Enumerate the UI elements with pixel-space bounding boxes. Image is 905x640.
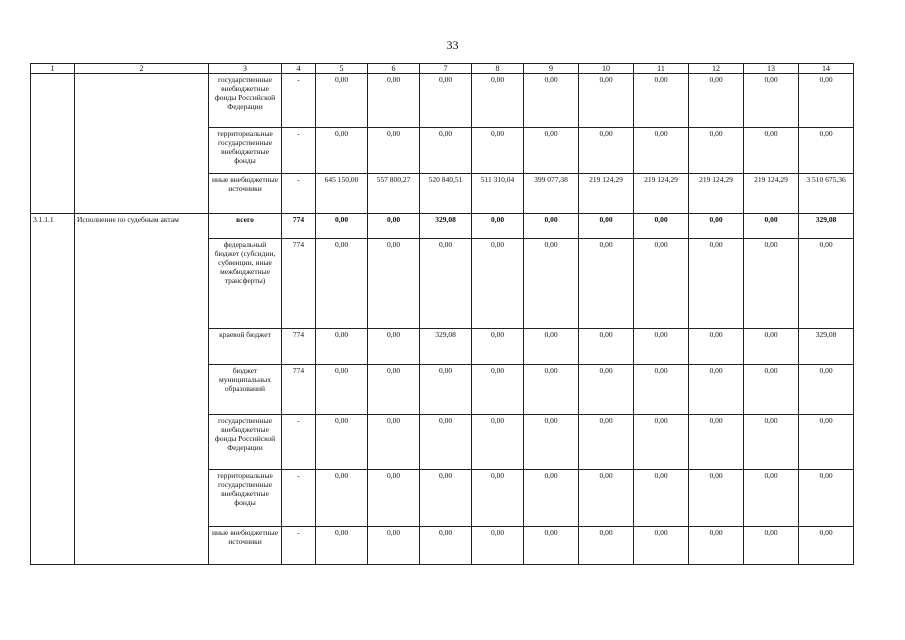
value-cell: 0,00	[634, 128, 689, 174]
value-cell: 0,00	[689, 214, 744, 239]
value-cell: 3 510 675,36	[799, 174, 854, 214]
value-cell: 0,00	[634, 470, 689, 527]
table-row	[31, 74, 854, 128]
funding-source: федеральный бюджет (субсидии, субвенции, иные межбюджетные трансферты)	[209, 239, 282, 329]
value-cell: 0,00	[472, 214, 524, 239]
value-cell: 0,00	[689, 239, 744, 329]
value-cell: 511 310,04	[472, 174, 524, 214]
value-cell: 0,00	[689, 365, 744, 415]
funding-source: бюджет муниципальных образований	[209, 365, 282, 415]
value-cell: 0,00	[634, 239, 689, 329]
value-cell: 0,00	[524, 128, 579, 174]
funding-source: территориальные государственные внебюджетные фонды	[209, 128, 282, 174]
value-cell: 329,08	[420, 214, 472, 239]
value-cell: 0,00	[579, 239, 634, 329]
value-cell: 0,00	[420, 470, 472, 527]
code-cell: 774	[282, 239, 316, 329]
header-cell: 4	[282, 64, 316, 74]
value-cell: 0,00	[472, 415, 524, 470]
value-cell: 399 077,38	[524, 174, 579, 214]
code-cell: -	[282, 128, 316, 174]
value-cell: 0,00	[368, 470, 420, 527]
value-cell: 0,00	[799, 365, 854, 415]
value-cell: 0,00	[744, 128, 799, 174]
value-cell: 0,00	[744, 214, 799, 239]
value-cell: 0,00	[579, 128, 634, 174]
value-cell: 0,00	[689, 527, 744, 565]
value-cell: 0,00	[744, 74, 799, 128]
value-cell: 0,00	[799, 470, 854, 527]
value-cell: 219 124,29	[579, 174, 634, 214]
value-cell: 0,00	[634, 415, 689, 470]
value-cell: 0,00	[524, 527, 579, 565]
item-name: Исполнение по судебным актам	[75, 214, 209, 565]
value-cell: 0,00	[744, 470, 799, 527]
value-cell: 0,00	[316, 239, 368, 329]
value-cell: 0,00	[634, 74, 689, 128]
value-cell: 0,00	[316, 470, 368, 527]
value-cell: 329,08	[799, 214, 854, 239]
code-cell: -	[282, 174, 316, 214]
value-cell: 0,00	[579, 527, 634, 565]
value-cell: 0,00	[316, 415, 368, 470]
value-cell: 0,00	[524, 415, 579, 470]
value-cell: 0,00	[579, 470, 634, 527]
value-cell: 0,00	[744, 239, 799, 329]
value-cell: 0,00	[368, 415, 420, 470]
header-cell: 3	[209, 64, 282, 74]
value-cell: 219 124,29	[744, 174, 799, 214]
value-cell: 219 124,29	[689, 174, 744, 214]
value-cell: 0,00	[472, 128, 524, 174]
value-cell: 0,00	[579, 365, 634, 415]
funding-source: всего	[209, 214, 282, 239]
value-cell: 0,00	[799, 128, 854, 174]
value-cell: 329,08	[799, 329, 854, 365]
value-cell: 0,00	[799, 239, 854, 329]
value-cell: 0,00	[472, 365, 524, 415]
value-cell: 0,00	[368, 527, 420, 565]
value-cell: 557 800,27	[368, 174, 420, 214]
value-cell: 0,00	[524, 329, 579, 365]
header-cell: 1	[31, 64, 75, 74]
value-cell: 0,00	[799, 415, 854, 470]
value-cell: 0,00	[579, 74, 634, 128]
value-cell: 0,00	[799, 74, 854, 128]
value-cell: 0,00	[634, 214, 689, 239]
code-cell: -	[282, 74, 316, 128]
header-row	[31, 64, 854, 74]
budget-table	[30, 63, 854, 565]
funding-source: государственные внебюджетные фонды Российской Федерации	[209, 74, 282, 128]
value-cell: 0,00	[420, 527, 472, 565]
value-cell: 0,00	[368, 239, 420, 329]
value-cell: 0,00	[420, 415, 472, 470]
header-cell: 11	[634, 64, 689, 74]
value-cell: 0,00	[524, 74, 579, 128]
value-cell: 0,00	[420, 74, 472, 128]
value-cell: 0,00	[579, 214, 634, 239]
value-cell: 219 124,29	[634, 174, 689, 214]
code-cell: -	[282, 470, 316, 527]
header-cell: 10	[579, 64, 634, 74]
value-cell: 0,00	[634, 329, 689, 365]
code-cell: -	[282, 415, 316, 470]
value-cell: 0,00	[689, 128, 744, 174]
value-cell: 0,00	[316, 329, 368, 365]
header-cell: 12	[689, 64, 744, 74]
value-cell: 329,08	[420, 329, 472, 365]
value-cell: 0,00	[744, 365, 799, 415]
funding-source: краевой бюджет	[209, 329, 282, 365]
value-cell: 0,00	[316, 214, 368, 239]
header-cell: 5	[316, 64, 368, 74]
value-cell: 0,00	[579, 329, 634, 365]
code-cell: 774	[282, 365, 316, 415]
header-cell: 8	[472, 64, 524, 74]
value-cell: 0,00	[316, 128, 368, 174]
item-code: 3.1.1.1	[31, 214, 75, 565]
value-cell: 0,00	[368, 214, 420, 239]
value-cell: 0,00	[368, 74, 420, 128]
value-cell: 0,00	[368, 329, 420, 365]
value-cell: 0,00	[689, 329, 744, 365]
value-cell: 0,00	[524, 365, 579, 415]
code-cell: 774	[282, 329, 316, 365]
value-cell: 0,00	[744, 527, 799, 565]
value-cell: 0,00	[368, 128, 420, 174]
value-cell: 0,00	[472, 527, 524, 565]
item-code	[31, 74, 75, 214]
value-cell: 0,00	[524, 214, 579, 239]
value-cell: 0,00	[316, 365, 368, 415]
value-cell: 0,00	[420, 239, 472, 329]
value-cell: 0,00	[744, 329, 799, 365]
value-cell: 0,00	[472, 329, 524, 365]
value-cell: 645 150,00	[316, 174, 368, 214]
value-cell: 0,00	[420, 365, 472, 415]
code-cell: -	[282, 527, 316, 565]
value-cell: 0,00	[472, 239, 524, 329]
value-cell: 0,00	[316, 74, 368, 128]
header-cell: 13	[744, 64, 799, 74]
value-cell: 0,00	[689, 470, 744, 527]
value-cell: 0,00	[368, 365, 420, 415]
value-cell: 0,00	[524, 239, 579, 329]
value-cell: 0,00	[689, 74, 744, 128]
header-cell: 7	[420, 64, 472, 74]
value-cell: 0,00	[744, 415, 799, 470]
value-cell: 0,00	[420, 128, 472, 174]
value-cell: 0,00	[689, 415, 744, 470]
value-cell: 0,00	[579, 415, 634, 470]
funding-source: иные внебюджетные источники	[209, 527, 282, 565]
value-cell: 520 840,51	[420, 174, 472, 214]
header-cell: 6	[368, 64, 420, 74]
value-cell: 0,00	[472, 470, 524, 527]
funding-source: государственные внебюджетные фонды Российской Федерации	[209, 415, 282, 470]
item-name	[75, 74, 209, 214]
header-cell: 14	[799, 64, 854, 74]
table-row	[31, 214, 854, 239]
header-cell: 9	[524, 64, 579, 74]
value-cell: 0,00	[316, 527, 368, 565]
value-cell: 0,00	[799, 527, 854, 565]
value-cell: 0,00	[472, 74, 524, 128]
value-cell: 0,00	[524, 470, 579, 527]
header-cell: 2	[75, 64, 209, 74]
page-number: 33	[446, 38, 459, 52]
funding-source: иные внебюджетные источники	[209, 174, 282, 214]
funding-source: территориальные государственные внебюджетные фонды	[209, 470, 282, 527]
code-cell: 774	[282, 214, 316, 239]
value-cell: 0,00	[634, 527, 689, 565]
value-cell: 0,00	[634, 365, 689, 415]
